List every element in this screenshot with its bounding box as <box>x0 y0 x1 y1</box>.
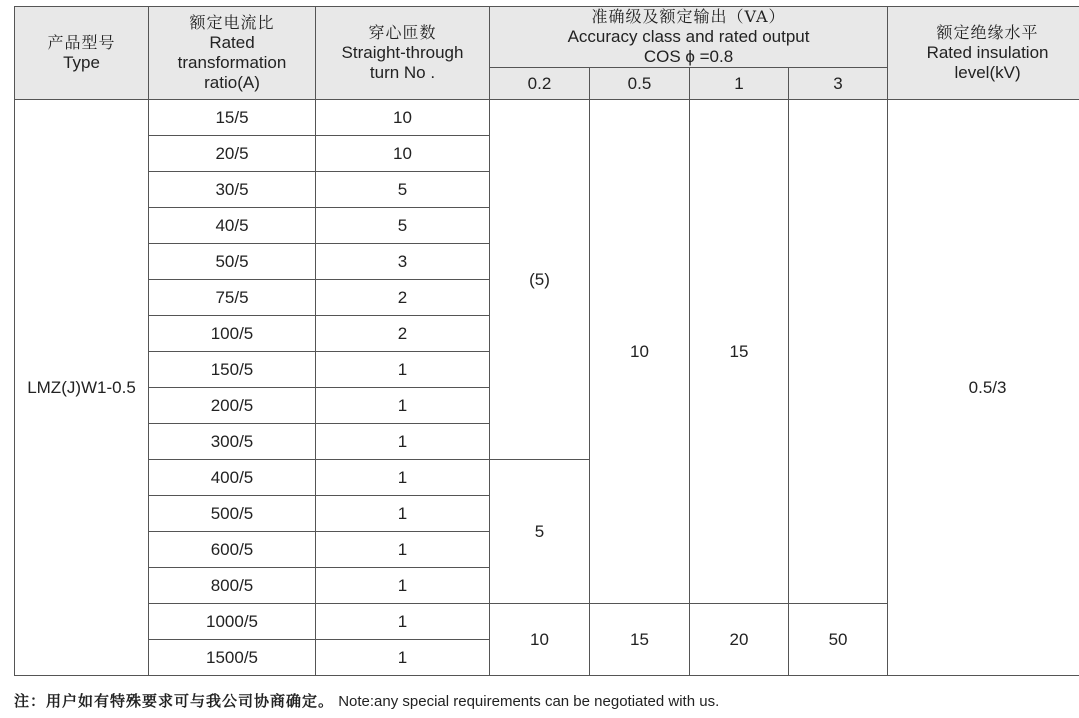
header-ratio-en3: ratio(A) <box>204 73 260 92</box>
table-row <box>15 100 1079 136</box>
output-0-5-last: 15 <box>590 604 690 676</box>
header-type-zh: 产品型号 <box>47 33 116 52</box>
output-0-5-group: 10 <box>590 100 690 604</box>
ratio-cell: 150/5 <box>149 352 316 388</box>
turns-cell: 5 <box>316 172 490 208</box>
ratio-cell: 75/5 <box>149 280 316 316</box>
output-0-2-last: 10 <box>490 604 590 676</box>
ratio-cell: 30/5 <box>149 172 316 208</box>
table-header <box>15 7 1079 100</box>
class-header-0-5: 0.5 <box>590 68 690 100</box>
header-accuracy <box>490 7 888 68</box>
ratio-cell: 50/5 <box>149 244 316 280</box>
table-body <box>15 100 1079 676</box>
ratio-cell: 40/5 <box>149 208 316 244</box>
footnote <box>14 690 719 711</box>
header-ratio-zh: 额定电流比 <box>189 13 275 32</box>
ratio-cell: 400/5 <box>149 460 316 496</box>
footnote-zh: 注：用户如有特殊要求可与我公司协商确定。 <box>14 692 335 710</box>
header-turns-en2: turn No . <box>369 63 436 82</box>
output-1-last: 20 <box>690 604 789 676</box>
header-ratio-en1: Rated <box>209 33 255 52</box>
header-ratio-en2: transformation <box>177 53 287 72</box>
turns-cell: 2 <box>316 280 490 316</box>
turns-cell: 3 <box>316 244 490 280</box>
header-turns-zh: 穿心匝数 <box>368 23 437 42</box>
header-insulation-zh: 额定绝缘水平 <box>936 23 1039 42</box>
turns-cell: 5 <box>316 208 490 244</box>
header-accuracy-en: Accuracy class and rated output <box>567 27 810 46</box>
turns-cell: 1 <box>316 640 490 676</box>
turns-cell: 1 <box>316 496 490 532</box>
class-header-1: 1 <box>690 68 789 100</box>
ratio-cell: 800/5 <box>149 568 316 604</box>
turns-cell: 1 <box>316 460 490 496</box>
turns-cell: 1 <box>316 352 490 388</box>
header-insulation-en1: Rated insulation <box>926 43 1049 62</box>
turns-cell: 1 <box>316 604 490 640</box>
output-0-2-group1: (5) <box>490 100 590 460</box>
turns-cell: 1 <box>316 424 490 460</box>
turns-cell: 1 <box>316 532 490 568</box>
turns-cell: 10 <box>316 136 490 172</box>
ratio-cell: 300/5 <box>149 424 316 460</box>
header-turns <box>316 7 490 100</box>
ratio-cell: 600/5 <box>149 532 316 568</box>
ratio-cell: 1000/5 <box>149 604 316 640</box>
turns-cell: 1 <box>316 568 490 604</box>
ratio-cell: 200/5 <box>149 388 316 424</box>
header-type <box>15 7 149 100</box>
turns-cell: 10 <box>316 100 490 136</box>
turns-cell: 1 <box>316 388 490 424</box>
output-1-group: 15 <box>690 100 789 604</box>
spec-table <box>14 6 1079 676</box>
ratio-cell: 15/5 <box>149 100 316 136</box>
class-header-3: 3 <box>789 68 888 100</box>
output-3-group <box>789 100 888 604</box>
header-insulation <box>888 7 1079 100</box>
class-header-0-2: 0.2 <box>490 68 590 100</box>
type-cell: LMZ(J)W1-0.5 <box>15 100 149 676</box>
ratio-cell: 100/5 <box>149 316 316 352</box>
footnote-en: Note:any special requirements can be negotiated with us. <box>338 693 720 710</box>
header-accuracy-cos: COS ϕ =0.8 <box>643 47 734 66</box>
ratio-cell: 500/5 <box>149 496 316 532</box>
header-accuracy-zh: 准确级及额定输出（VA） <box>591 7 786 26</box>
ratio-cell: 20/5 <box>149 136 316 172</box>
header-ratio <box>149 7 316 100</box>
output-3-last: 50 <box>789 604 888 676</box>
header-insulation-en2: level(kV) <box>954 63 1021 82</box>
output-0-2-group2: 5 <box>490 460 590 604</box>
header-turns-en1: Straight-through <box>341 43 464 62</box>
insulation-cell: 0.5/3 <box>888 100 1079 676</box>
header-type-en: Type <box>63 53 100 72</box>
ratio-cell: 1500/5 <box>149 640 316 676</box>
turns-cell: 2 <box>316 316 490 352</box>
